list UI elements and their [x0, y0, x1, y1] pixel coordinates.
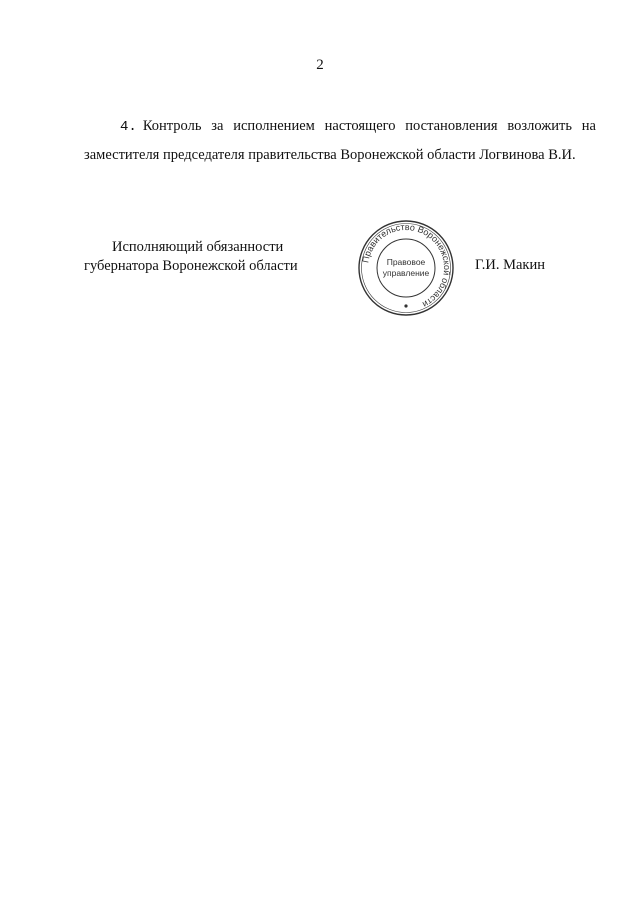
stamp-inner-line2: управление [382, 268, 430, 278]
paragraph-item-4 [84, 112, 596, 169]
signer-name: Г.И. Макин [475, 257, 545, 273]
paragraph-text: Контроль за исполнением настоящего постановления возложить на заместителя председателя правительства Воронежской области Логвинова В.И. [84, 118, 596, 163]
signer-title [84, 238, 324, 276]
stamp-outer-text: Правительство Воронежской области [360, 221, 453, 310]
paragraph-number: 4. [120, 119, 137, 135]
page-number: 2 [316, 57, 324, 73]
signer-title-line2: губернатора Воронежской области [84, 258, 298, 274]
official-stamp-seal [356, 218, 456, 318]
stamp-inner-line1: Правовое [386, 257, 426, 267]
signer-title-line1: Исполняющий обязанности [112, 239, 284, 255]
stamp-dot [404, 304, 407, 307]
